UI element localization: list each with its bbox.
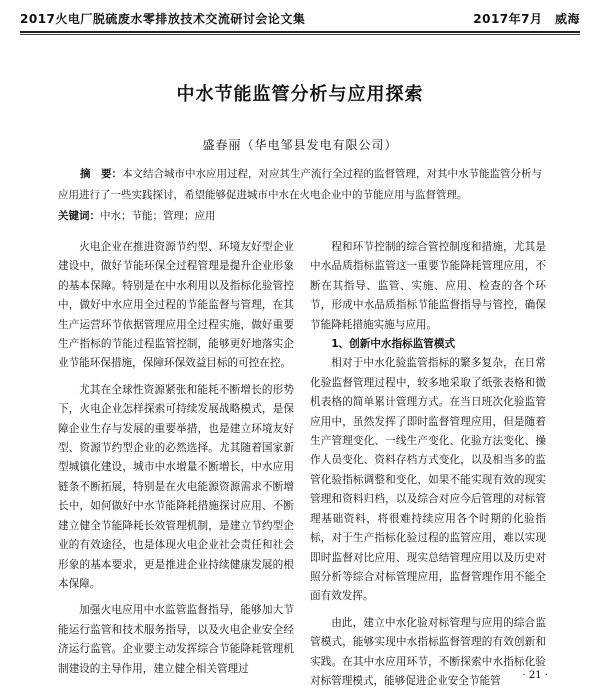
body-paragraph: 由此，建立中水化验对标管理与应用的综合监管模式，能够实现中水指标监督管理的有效创新和实践。在其中水应用环节，不断探索中水指标化验对标管理模式，能够促进企业安全节能管 — [310, 616, 546, 687]
body-column-right — [310, 238, 546, 691]
body-paragraph: 加强火电应用中水监管监督指导，能够加大节能运行监管和技术服务指导，以及火电企业安全经济运行监管。企业要主动发挥综合节能降耗管理机制建设的主导作用，建立健全相关管理过 — [58, 604, 294, 675]
paper-title: 中水节能监管分析与应用探索 — [176, 84, 424, 105]
running-header — [20, 6, 580, 30]
abstract-label: 摘 要： — [80, 168, 122, 180]
paper-author: 盛春丽（华电邹县发电有限公司） — [202, 138, 398, 152]
header-date-location: 2017年7月 威海 — [473, 11, 580, 26]
header-divider-thin — [20, 34, 580, 35]
keywords — [58, 208, 548, 224]
page-number: · 21 · — [522, 670, 548, 681]
body-paragraph: 尤其在全球性资源紧张和能耗不断增长的形势下，火电企业怎样探索可持续发展战略模式，是保障企业生存与发展的重要举措，也是建立环境友好型、资源节约型企业的必然选择。尤其随着国家新型城镇化建设，城市中水增量不断增长，中水应用链条不断拓展，特别是在火电能源资源需求不断增长中，如何做好中水节能降耗措施探讨应用、不断建立健全节能降耗长效管理机制，是建立节约型企业的有效途径，也是体现火电企业社会责任和社会形象的基本要求，更是推进企业持续健康发展的根本保障。 — [58, 383, 294, 590]
abstract-text: 本文结合城市中水应用过程，对应其生产流行全过程的监督管理，对其中水节能监管分析与应用进行了一些实践探讨，希望能够促进城市中水在火电企业中的节能应用与监督管理。 — [58, 168, 542, 201]
keywords-text: 中水；节能；管理；应用 — [100, 210, 216, 222]
body-column-left — [58, 238, 294, 679]
header-proceedings-title: 2017火电厂脱硫废水零排放技术交流研讨会论文集 — [20, 11, 306, 26]
keywords-label: 关键词： — [58, 210, 100, 222]
body-paragraph: 火电企业在推进资源节约型、环境友好型企业建设中，做好节能环保全过程管理是提升企业形象的基本保障。特别是在中水利用以及指标化验管控中，做好中水应用全过程的节能监督与管理，在其生产运营环节依据管理应用全过程实施，做好重要生产指标的节能过程监管控制，能够更好地落实企业节能环保措施，保障环保效益目标的可控在控。 — [58, 241, 294, 370]
section-heading: 1、创新中水指标监管模式 — [331, 338, 456, 351]
abstract — [58, 164, 548, 206]
body-paragraph: 程和环节控制的综合管控制度和措施，尤其是中水品质指标监管这一重要节能降耗管理应用，不断在其指导、监管、实施、应用、检查的各个环节，形成中水品质指标节能监督指导与管控，确保节能降耗措施实施与应用。 — [310, 241, 546, 331]
body-paragraph: 相对于中水化验监管指标的繁多复杂，在日常化验监督管理过程中，较多地采取了纸张表格和微机表格的简单累计管理方式。在当日班次化验监管应用中，虽然发挥了即时监督管理应用，但是随着生产管理变化、一线生产变化、化验方法变化、操作人员变化、资料存档方式变化，以及相当多的监管化验指标调整和变化，如果不能实现有效的现实管理和资料归档，以及综合对应今后管理的对标管理基础资料，将很难持续应用各个时期的化验指标，对于生产指标化验过程的监管应用，难以实现即时监督对比应用、现实总结管理应用以及历史对照分析等综合对标管理应用，监督管理作用不能全面有效发挥。 — [310, 357, 546, 603]
header-divider — [20, 31, 580, 33]
